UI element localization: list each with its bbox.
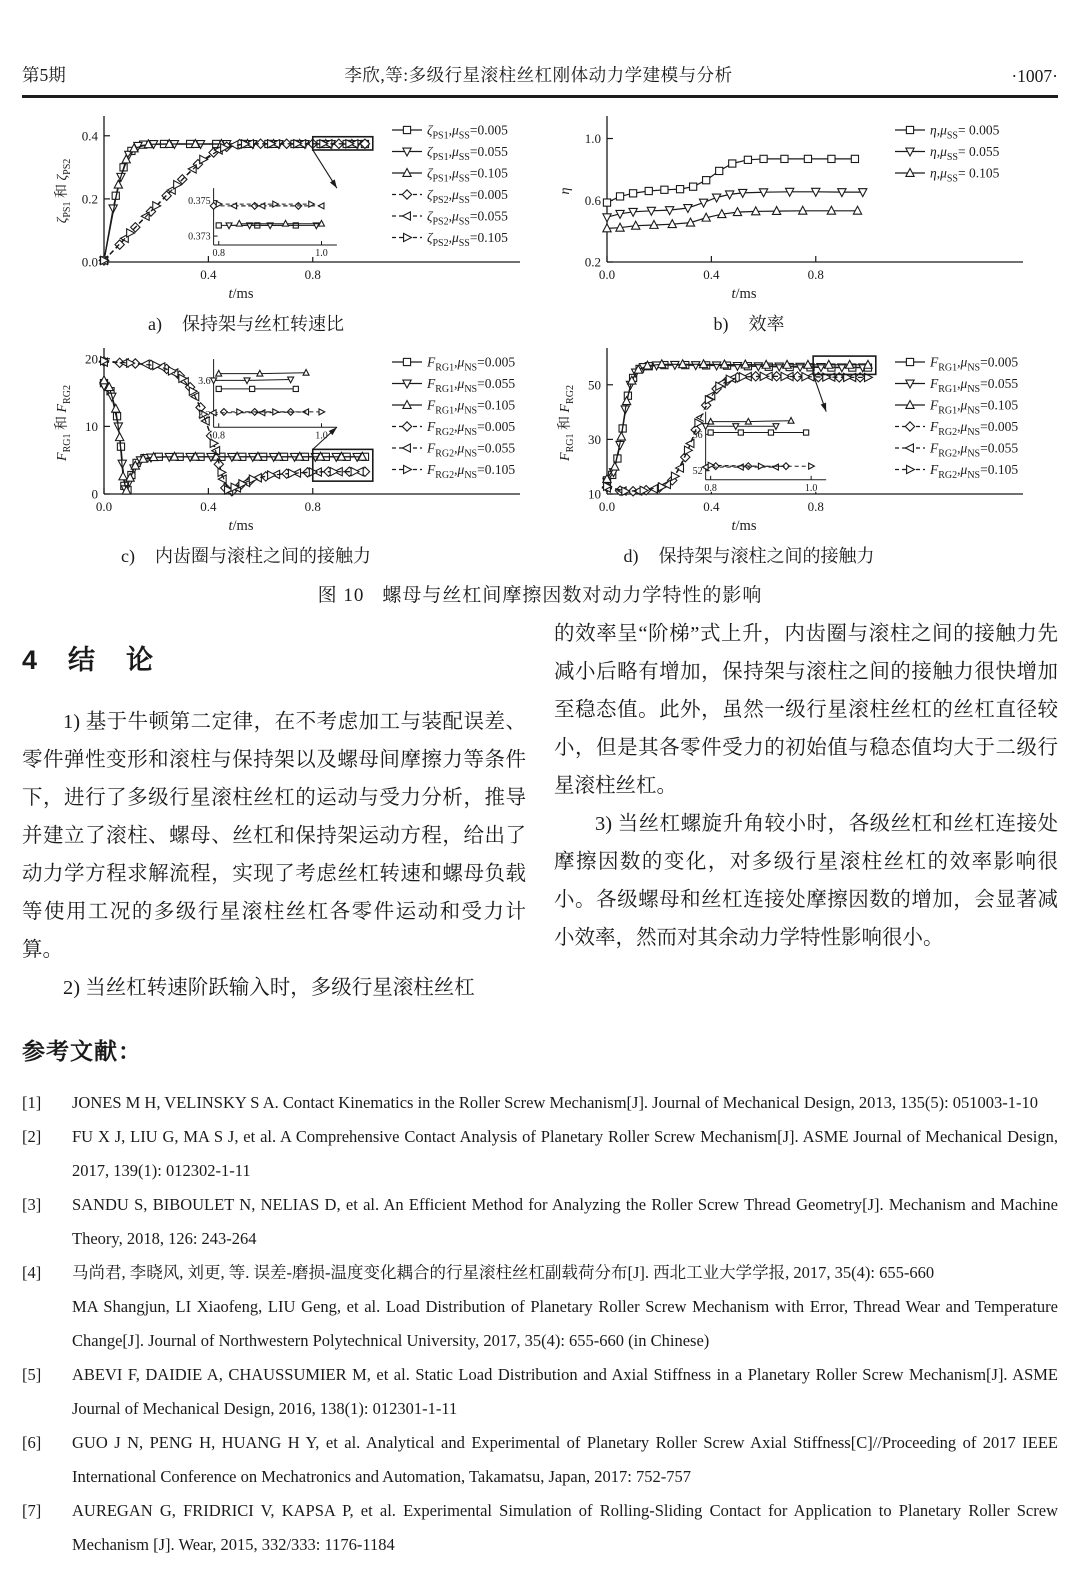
chart-a-caption	[66, 310, 426, 336]
reference-text: ABEVI F, DAIDIE A, CHAUSSUMIER M, et al. Static Load Distribution and Axial Stiffness in a Planetary Roller Screw Mechanism[J]. ASME Journal of Mechanical Design, 2016, 138(1): 012301-1-11	[72, 1365, 1058, 1418]
left-column	[22, 615, 526, 1007]
chart-d-caption	[569, 542, 929, 568]
reference-body	[72, 1426, 1058, 1494]
svg-text:0.4: 0.4	[703, 499, 720, 514]
chart-b-plot	[555, 112, 1028, 308]
figure-10-block	[22, 112, 1058, 607]
svg-text:FRG1,μNS=0.105: $F_{RG1},\mu_{NS}=0.105$	[930, 397, 1019, 417]
svg-text:0.4: 0.4	[200, 499, 217, 514]
reference-item	[22, 1120, 1058, 1188]
chart-c-caption	[66, 542, 426, 568]
svg-text:η: η	[558, 187, 573, 195]
svg-text:52: 52	[692, 466, 703, 478]
svg-text:0.0: 0.0	[81, 254, 98, 270]
page-header	[22, 62, 1058, 98]
reference-translation: MA Shangjun, LI Xiaofeng, LIU Geng, et al. Load Distribution of Planetary Roller Screw Mechanism with Error, Thread Wear and Temperature Change[J]. Journal of Northwestern Polytechnical University, 2017, 35(4): 655-660 (in Chinese)	[72, 1297, 1058, 1350]
chart-d-letter: d)	[623, 546, 639, 566]
chart-c-caption-text: 内齿圈与滚柱之间的接触力	[154, 546, 371, 566]
svg-text:FRG1 和 FRG2: $F_{RG1}$ 和 $F_{RG2}$	[55, 385, 73, 461]
svg-text:1.0: 1.0	[315, 430, 328, 442]
reference-item	[22, 1256, 1058, 1358]
svg-text:50: 50	[588, 377, 601, 393]
svg-text:30: 30	[588, 431, 601, 447]
svg-text:0.8: 0.8	[304, 499, 321, 514]
svg-text:0.4: 0.4	[81, 128, 98, 144]
svg-text:ζPS1 和 ζPS2: $\zeta_{PS1}$ 和 $\zeta_{PS2}$	[55, 158, 73, 224]
svg-text:ζPS2,μSS=0.005: $\zeta_{PS2},\mu_{SS}=0.005$	[427, 187, 508, 206]
svg-text:56: 56	[692, 429, 703, 441]
svg-text:t/ms: t/ms	[731, 286, 757, 302]
reference-text: JONES M H, VELINSKY S A. Contact Kinematics in the Roller Screw Mechanism[J]. Journal of Mechanical Design, 2013, 135(5): 051003-1-10	[72, 1093, 1039, 1112]
reference-body	[72, 1256, 1058, 1358]
svg-text:t/ms: t/ms	[228, 286, 254, 302]
chart-a-cell	[52, 112, 525, 336]
svg-text:1.0: 1.0	[584, 131, 601, 147]
svg-text:0.8: 0.8	[807, 499, 824, 514]
chart-b-caption	[569, 310, 929, 336]
references-section	[22, 1033, 1058, 1562]
running-title: 李欣,等:多级行星滚柱丝杠刚体动力学建模与分析	[344, 65, 733, 85]
svg-text:0.2: 0.2	[81, 191, 98, 207]
svg-text:10: 10	[588, 486, 601, 502]
conclusion-point-3: 3) 当丝杠螺旋升角较小时，各级丝杠和丝杠连接处摩擦因数的变化，对多级行星滚柱丝杠的效率影响很小。各级螺母和丝杠连接处摩擦因数的增加，会显著减小效率，然而对其余动力学特性影响很小。	[554, 813, 1058, 949]
svg-text:0.375: 0.375	[188, 196, 211, 208]
chart-c-cell	[52, 344, 525, 568]
svg-text:0.8: 0.8	[807, 267, 824, 282]
reference-text: GUO J N, PENG H, HUANG H Y, et al. Analytical and Experimental of Planetary Roller Screw Axial Stiffness[C]//Proceeding of 2017 IEEE International Conference on Mechatronics and Automation, Takamatsu, Japan, 2017: 752-757	[72, 1433, 1058, 1486]
svg-text:FRG1,μNS=0.005: $F_{RG1},\mu_{NS}=0.005$	[427, 354, 516, 374]
svg-text:η,μSS= 0.005: $\eta,\mu_{SS}= 0.005$	[930, 122, 1000, 142]
svg-text:FRG1,μNS=0.055: $F_{RG1},\mu_{NS}=0.055$	[930, 376, 1019, 395]
reference-text: FU X J, LIU G, MA S J, et al. A Comprehensive Contact Analysis of Planetary Roller Screw Mechanism[J]. ASME Journal of Mechanical Design, 2017, 139(1): 012302-1-11	[72, 1127, 1058, 1180]
conclusion-point-2-start: 2) 当丝杠转速阶跃输入时，多级行星滚柱丝杠	[63, 977, 475, 999]
reference-number: [5]	[22, 1365, 42, 1384]
reference-item	[22, 1086, 1058, 1120]
svg-text:0.8: 0.8	[212, 247, 225, 259]
svg-text:FRG1,μNS=0.005: $F_{RG1},\mu_{NS}=0.005$	[930, 354, 1019, 374]
svg-text:FRG2,μNS=0.055: $F_{RG2},\mu_{NS}=0.055$	[930, 440, 1019, 460]
chart-c-svg	[52, 344, 524, 540]
svg-text:ζPS1,μSS=0.105: $\zeta_{PS1},\mu_{SS}=0.105$	[427, 165, 508, 185]
svg-text:3.2: 3.2	[198, 409, 211, 421]
reference-text: AUREGAN G, FRIDRICI V, KAPSA P, et al. Experimental Simulation of Rolling-Sliding Contact for Application to Planetary Roller Screw Mechanism [J]. Wear, 2015, 332/333: 1176-1184	[72, 1501, 1058, 1554]
reference-item	[22, 1358, 1058, 1426]
reference-item	[22, 1494, 1058, 1562]
reference-item	[22, 1188, 1058, 1256]
svg-text:FRG1,μNS=0.055: $F_{RG1},\mu_{NS}=0.055$	[427, 376, 516, 395]
page-number: ·1007·	[1011, 66, 1058, 86]
svg-text:1.0: 1.0	[804, 482, 818, 494]
svg-text:ζPS1,μSS=0.055: $\zeta_{PS1},\mu_{SS}=0.055$	[427, 144, 508, 163]
svg-text:t/ms: t/ms	[228, 518, 254, 534]
reference-number: [7]	[22, 1501, 42, 1520]
svg-text:η,μSS= 0.105: $\eta,\mu_{SS}= 0.105$	[930, 165, 1000, 185]
conclusion-section	[22, 615, 1058, 1007]
chart-c-plot	[52, 344, 525, 540]
reference-body	[72, 1188, 1058, 1256]
svg-text:0.373: 0.373	[188, 231, 211, 243]
reference-text: SANDU S, BIBOULET N, NELIAS D, et al. An Efficient Method for Analyzing the Roller Screw Thread Geometry[J]. Mechanism and Machine Theory, 2018, 126: 243-264	[72, 1195, 1058, 1248]
chart-d-svg	[555, 344, 1027, 540]
svg-text:0.8: 0.8	[704, 482, 717, 494]
reference-body	[72, 1086, 1058, 1120]
reference-body	[72, 1120, 1058, 1188]
svg-text:t/ms: t/ms	[731, 518, 757, 534]
reference-number: [3]	[22, 1195, 42, 1214]
paper-page	[0, 62, 1080, 1596]
svg-text:FRG1,μNS=0.105: $F_{RG1},\mu_{NS}=0.105$	[427, 397, 516, 417]
reference-number: [6]	[22, 1433, 42, 1452]
chart-a-plot	[52, 112, 525, 308]
reference-number: [1]	[22, 1093, 42, 1112]
reference-body	[72, 1358, 1058, 1426]
svg-text:FRG2,μNS=0.105: $F_{RG2},\mu_{NS}=0.105$	[930, 462, 1019, 481]
chart-a-letter: a)	[148, 314, 162, 334]
svg-text:0.4: 0.4	[703, 267, 720, 282]
journal-issue: 第5期	[22, 65, 66, 85]
reference-text: 马尚君, 李晓风, 刘更, 等. 误差-磨损-温度变化耦合的行星滚柱丝杠副载荷分布[J]. 西北工业大学学报, 2017, 35(4): 655-660	[72, 1263, 935, 1282]
svg-text:10: 10	[85, 418, 98, 434]
chart-b-svg	[555, 112, 1027, 308]
reference-item	[22, 1426, 1058, 1494]
chart-b-caption-text: 效率	[748, 314, 785, 334]
reference-number: [4]	[22, 1263, 42, 1282]
figure-caption	[52, 580, 1028, 607]
svg-text:ζPS1,μSS=0.005: $\zeta_{PS1},\mu_{SS}=0.005$	[427, 122, 508, 142]
conclusion-point-2-cont: 的效率呈“阶梯”式上升，内齿圈与滚柱之间的接触力先减小后略有增加，保持架与滚柱之间的接触力很快增加至稳态值。此外，虽然一级行星滚柱丝杠的丝杠直径较小，但是其各零件受力的初始值与稳态值均大于二级行星滚柱丝杠。	[554, 623, 1058, 797]
svg-text:0.4: 0.4	[200, 267, 217, 282]
charts-grid	[52, 112, 1028, 568]
svg-text:FRG2,μNS=0.005: $F_{RG2},\mu_{NS}=0.005$	[930, 419, 1019, 438]
chart-a-caption-text: 保持架与丝杠转速比	[181, 314, 344, 334]
figure-caption-text: 螺母与丝杠间摩擦因数对动力学特性的影响	[382, 585, 763, 606]
chart-d-cell	[555, 344, 1028, 568]
svg-text:20: 20	[85, 351, 98, 367]
svg-text:0.0: 0.0	[95, 499, 113, 514]
svg-text:FRG2,μNS=0.105: $F_{RG2},\mu_{NS}=0.105$	[427, 462, 516, 481]
svg-text:3.6: 3.6	[198, 375, 211, 387]
chart-a-svg	[52, 112, 524, 308]
chart-b-cell	[555, 112, 1028, 336]
chart-b-letter: b)	[713, 314, 729, 334]
svg-text:FRG2,μNS=0.005: $F_{RG2},\mu_{NS}=0.005$	[427, 419, 516, 438]
conclusion-point-1: 1) 基于牛顿第二定律，在不考虑加工与装配误差、零件弹性变形和滚柱与保持架以及螺母间摩擦力等条件下，进行了多级行星滚柱丝杠的运动与受力分析，推导并建立了滚柱、螺母、丝杠和保持架运动方程，给出了动力学方程求解流程，实现了考虑丝杠转速和螺母负载等使用工况的多级行星滚柱丝杠各零件运动和受力计算。	[22, 711, 526, 961]
chart-d-caption-text: 保持架与滚柱之间的接触力	[658, 546, 875, 566]
svg-text:0.0: 0.0	[598, 499, 616, 514]
svg-text:η,μSS= 0.055: $\eta,\mu_{SS}= 0.055$	[930, 144, 1000, 163]
svg-text:0.6: 0.6	[584, 192, 601, 208]
reference-body	[72, 1494, 1058, 1562]
svg-text:FRG1 和 FRG2: $F_{RG1}$ 和 $F_{RG2}$	[558, 385, 576, 461]
svg-text:0.8: 0.8	[304, 267, 321, 282]
svg-text:0.0: 0.0	[598, 267, 616, 282]
svg-text:ζPS2,μSS=0.055: $\zeta_{PS2},\mu_{SS}=0.055$	[427, 208, 508, 228]
chart-d-plot	[555, 344, 1028, 540]
svg-text:1.0: 1.0	[315, 247, 328, 259]
reference-number: [2]	[22, 1127, 42, 1146]
references-heading: 参考文献：	[22, 1038, 142, 1064]
section-heading: 4 结 论	[22, 645, 156, 675]
svg-text:FRG2,μNS=0.055: $F_{RG2},\mu_{NS}=0.055$	[427, 440, 516, 460]
figure-number: 图 10	[317, 585, 365, 606]
svg-text:0: 0	[91, 486, 98, 502]
svg-text:0.8: 0.8	[212, 430, 225, 442]
right-column	[554, 615, 1058, 1007]
chart-c-letter: c)	[121, 546, 135, 566]
svg-text:0.2: 0.2	[584, 254, 601, 270]
references-list	[22, 1086, 1058, 1562]
svg-text:ζPS2,μSS=0.105: $\zeta_{PS2},\mu_{SS}=0.105$	[427, 230, 508, 249]
